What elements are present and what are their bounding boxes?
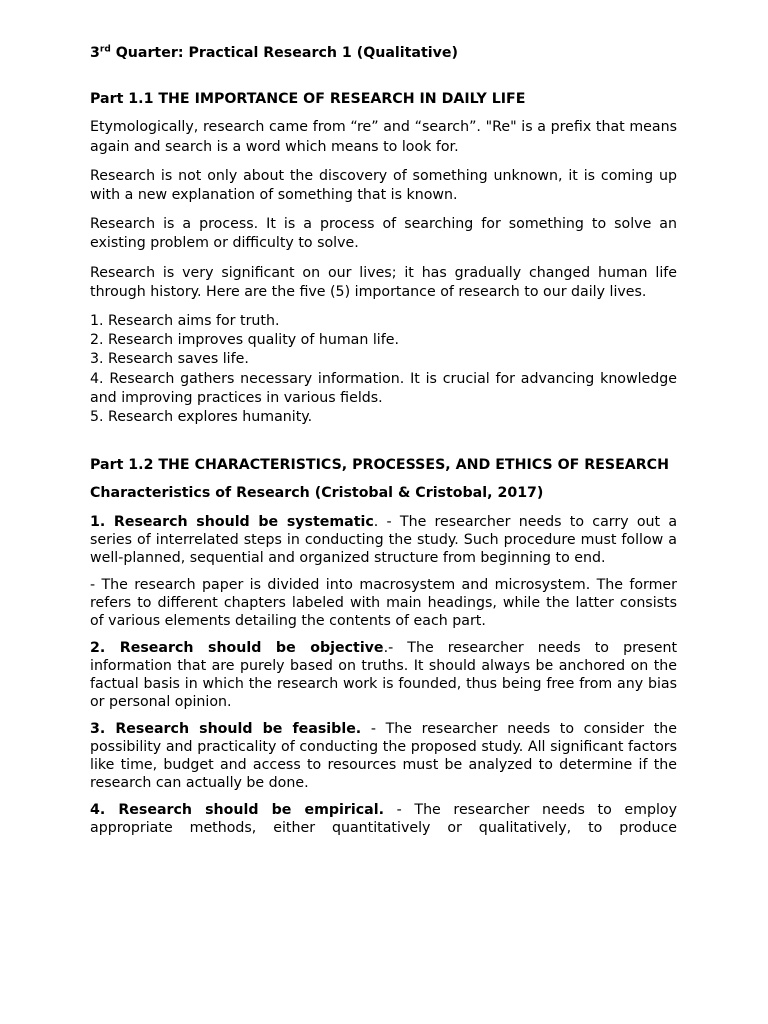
part2-heading: Part 1.2 THE CHARACTERISTICS, PROCESSES, AND ETHICS OF RESEARCH: [90, 457, 669, 474]
characteristic-title: 2. Research should be objective: [90, 639, 384, 656]
characteristic-text: - The research paper is divided into macrosystem and microsystem. The former refers to different chapters labeled with main headings, while the latter consists of various elements detailing the contents of each part.: [90, 576, 677, 629]
list-item: 2. Research improves quality of human life.: [90, 332, 399, 349]
document-page: [90, 44, 677, 846]
list-item: 5. Research explores humanity.: [90, 409, 313, 426]
characteristic-title: 3. Research should be feasible.: [90, 720, 362, 737]
characteristic-item: [90, 513, 677, 567]
characteristic-item: [90, 639, 677, 711]
part1-paragraph-2: Research is not only about the discovery of something unknown, it is coming up with a new explanation of something that is known.: [90, 167, 677, 204]
document-title: [90, 44, 677, 63]
characteristics-subheading: Characteristics of Research (Cristobal & Cristobal, 2017): [90, 485, 544, 502]
list-item: 1. Research aims for truth.: [90, 313, 280, 330]
part1-paragraph-4: Research is very significant on our lives; it has gradually changed human life through history. Here are the five (5) importance of research to our daily lives.: [90, 264, 677, 300]
part1-paragraph-3: Research is a process. It is a process of searching for something to solve an existing problem or difficulty to solve.: [90, 216, 677, 252]
part1-heading: Part 1.1 THE IMPORTANCE OF RESEARCH IN DAILY LIFE: [90, 91, 526, 108]
importance-list: [90, 312, 677, 427]
characteristic-text: - The researcher needs to employ appropriate methods, either quantitatively or qualitatively, to produce: [90, 801, 677, 836]
characteristic-text: - The researcher needs to consider the possibility and practicality of conducting the proposed study. All significant factors like time, budget and access to resources must be analyzed to determine if the research can actually be done.: [90, 720, 677, 791]
title-superscript: rd: [99, 44, 111, 55]
title-prefix: 3: [90, 45, 100, 61]
characteristic-text: . - The researcher needs to carry out a series of interrelated steps in conducting the study. Such procedure must follow a well-planned, sequential and organized structure from beginning to end.: [90, 513, 678, 566]
title-rest: Quarter: Practical Research 1 (Qualitative): [110, 45, 459, 61]
characteristic-title: 1. Research should be systematic: [90, 513, 374, 530]
characteristics-list: [90, 513, 677, 837]
characteristic-item: [90, 576, 677, 630]
characteristic-item: [90, 720, 677, 792]
list-item: 3. Research saves life.: [90, 351, 249, 368]
characteristic-title: 4. Research should be empirical.: [90, 801, 384, 818]
list-item: 4. Research gathers necessary information. It is crucial for advancing knowledge and improving practices in various fields.: [90, 370, 677, 406]
characteristic-text: .- The researcher needs to present information that are purely based on truths. It should always be anchored on the factual basis in which the research work is founded, thus being free from any bias or personal opinion.: [90, 639, 678, 710]
part1-paragraph-1: Etymologically, research came from “re” and “search”. "Re" is a prefix that means again and search is a word which means to look for.: [90, 119, 677, 155]
characteristic-item: [90, 801, 677, 837]
